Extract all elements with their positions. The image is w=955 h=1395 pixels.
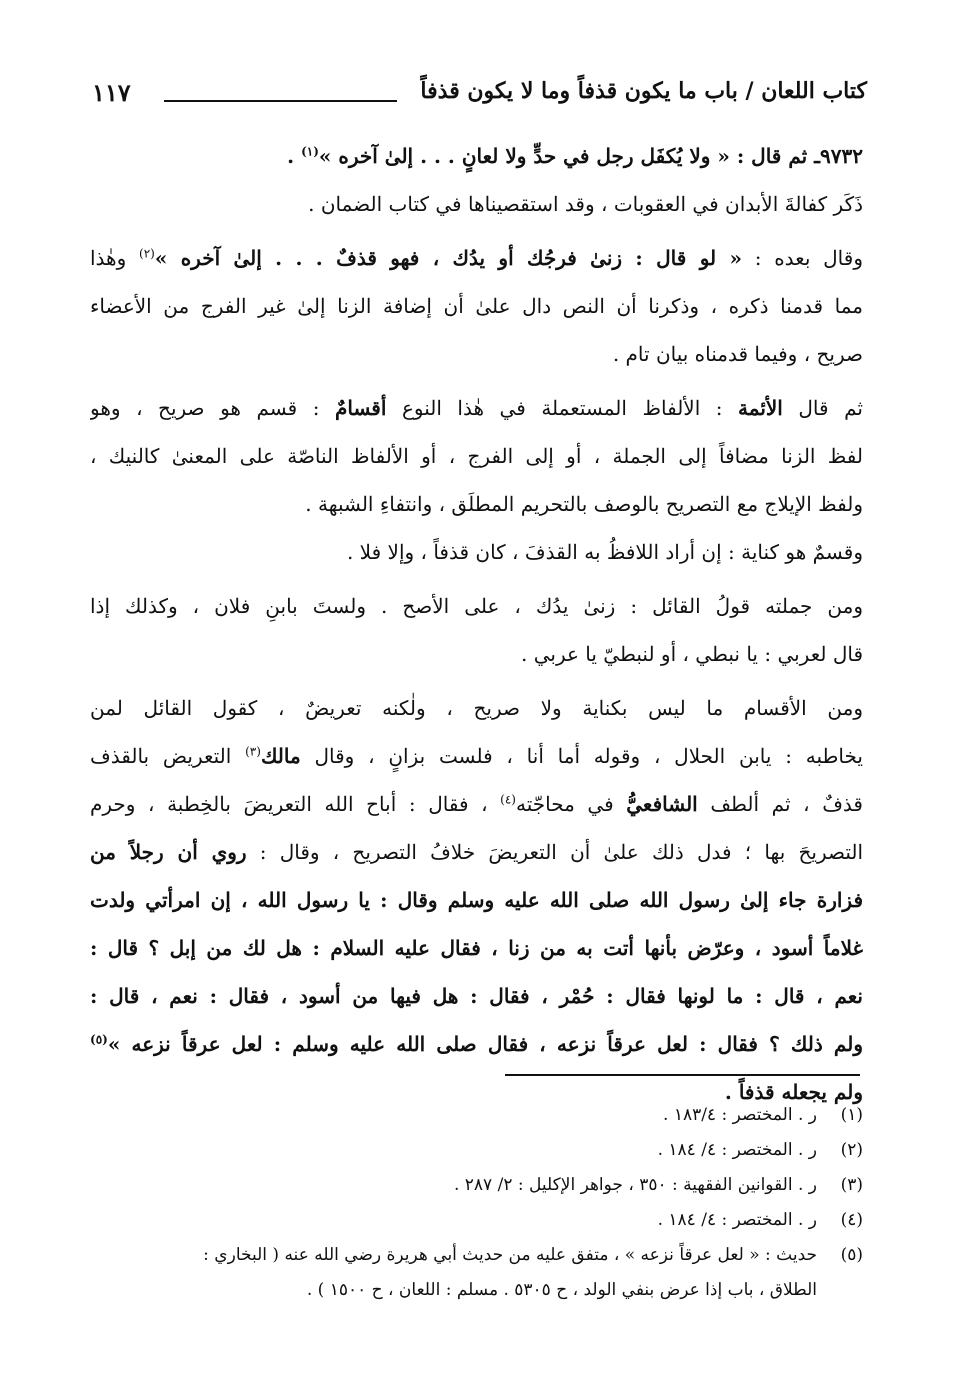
text-run: التصريحَ بها ؛ فدل ذلك علىٰ أن التعريضَ خلافُ التصريح ، وقال : (246, 840, 863, 864)
bold-run: ولم يجعله قذفاً . (724, 1080, 863, 1104)
footnote-separator (505, 1074, 860, 1076)
footnote-number: (١) (840, 1105, 863, 1125)
paragraph-line (90, 684, 863, 732)
footnote-ref: (١) (301, 144, 319, 159)
text-run: وقال بعده : (741, 246, 863, 270)
footnote (90, 1238, 863, 1273)
text-run: وهٰذا (90, 246, 140, 270)
footnote-ref: (٤) (500, 792, 516, 807)
text-run: مما قدمنا ذكره ، وذكرنا أن النص دال علىٰ أن إضافة الزنا إلىٰ غير الفرج من الأعضاء (90, 294, 863, 318)
text-run: ذَكَر كفالةَ الأبدان في العقوبات ، وقد استقصيناها في كتاب الضمان . (308, 192, 863, 216)
paragraph-line (90, 630, 863, 678)
text-run: ٩٧٣٢ـ ثم قال : « ولا يُكفَل رجل في حدٍّ ولا لعانٍ . . . إلىٰ آخره » (318, 144, 863, 168)
paragraph-line (90, 582, 863, 630)
footnote-continuation: الطلاق ، باب إذا عرض بنفي الولد ، ح ٥٣٠٥ . مسلم : اللعان ، ح ١٥٠٠ ) . (306, 1280, 817, 1300)
header-rule (164, 100, 397, 102)
text-run: التعريض بالقذف (90, 744, 246, 768)
running-header (92, 78, 867, 118)
main-text (90, 132, 863, 1116)
footnote-number: (٢) (840, 1140, 863, 1160)
bold-run: الأئمة (738, 396, 783, 420)
quote-run: « لو قال : زنىٰ فرجُك أو يدُك ، فهو قذفٌ . . . إلىٰ آخره » (154, 246, 742, 270)
footnote (90, 1203, 863, 1238)
text-run: قال لعربي : يا نبطي ، أو لنبطيّ يا عربي . (521, 642, 863, 666)
paragraph-line (90, 924, 863, 972)
bold-run: غلاماً أسود ، وعرّض بأنها أتت به من زنا ، فقال عليه السلام : هل لك من إبل ؟ قال : (90, 936, 863, 960)
footnote-ref: (٣) (245, 744, 261, 759)
text-run: ومن الأقسام ما ليس بكناية ولا صريح ، ولٰكنه تعريضٌ ، كقول القائل لمن (90, 696, 863, 720)
paragraph-line (90, 528, 863, 576)
text-run: ولفظ الإيلاج مع التصريح بالوصف بالتحريم المطلَق ، وانتفاءِ الشبهة . (305, 492, 863, 516)
bold-run: ولم ذلك ؟ فقال : لعل عرقاً نزعه ، فقال صلى الله عليه وسلم : لعل عرقاً نزعه » (107, 1032, 863, 1056)
bold-run: نعم ، قال : ما لونها فقال : حُمْر ، فقال : هل فيها من أسود ، فقال : نعم ، قال : (90, 984, 863, 1008)
text-run: : قسم هو صريح ، وهو (90, 396, 335, 420)
footnote-text: ر . المختصر : ١٨٣/٤ . (663, 1105, 817, 1125)
paragraph-line (90, 876, 863, 924)
paragraph-line (90, 234, 863, 282)
paragraph-line (90, 432, 863, 480)
footnote (90, 1168, 863, 1203)
footnote-ref: (٢) (139, 246, 155, 261)
paragraph-line (90, 282, 863, 330)
footnotes (90, 1098, 863, 1308)
paragraph-line (90, 384, 863, 432)
bold-run: أقسامٌ (334, 396, 387, 420)
text-run: ، فقال : أباح الله التعريضَ بالخِطبة ، وحرم (90, 792, 501, 816)
text-run: صريح ، وفيما قدمناه بيان تام . (612, 342, 863, 366)
bold-run: فزارة جاء إلىٰ رسول الله صلى الله عليه وسلم وقال : يا رسول الله ، إن امرأتي ولدت (90, 888, 863, 912)
paragraph-line (90, 330, 863, 378)
paragraph-line (90, 828, 863, 876)
text-run: . (287, 144, 302, 168)
text-run: : الألفاظ المستعملة في هٰذا النوع (386, 396, 739, 420)
text-run: قذفٌ ، ثم ألطف (697, 792, 863, 816)
paragraph-line (90, 480, 863, 528)
paragraph-line (90, 732, 863, 780)
paragraph-line (90, 1020, 863, 1068)
text-run: وقسمٌ هو كناية : إن أراد اللافظُ به القذفَ ، كان قذفاً ، وإلا فلا . (346, 540, 863, 564)
header-title: كتاب اللعان / باب ما يكون قذفاً وما لا يكون قذفاً (420, 78, 867, 104)
page-number: ١١٧ (92, 78, 131, 107)
paragraph-line (90, 780, 863, 828)
bold-run: الشافعيُّ (626, 792, 698, 816)
text-run: في محاجّته (515, 792, 627, 816)
footnote (90, 1133, 863, 1168)
paragraph-line (90, 972, 863, 1020)
bold-run: مالك (260, 744, 301, 768)
footnote-number: (٤) (840, 1210, 863, 1230)
footnote-text: ر . المختصر : ٤/ ١٨٤ . (657, 1140, 817, 1160)
text-run: ومن جملته قولُ القائل : زنىٰ يدُك ، على الأصح . ولستَ بابنِ فلان ، وكذلك إذا (90, 594, 863, 618)
paragraph-line (90, 180, 863, 228)
footnote-number: (٣) (840, 1175, 863, 1195)
footnote-text: حديث : « لعل عرقاً نزعه » ، متفق عليه من حديث أبي هريرة رضي الله عنه ( البخاري : (203, 1245, 817, 1265)
footnote-ref: (٥) (90, 1032, 108, 1047)
footnote-text: ر . المختصر : ٤/ ١٨٤ . (657, 1210, 817, 1230)
footnote (90, 1098, 863, 1133)
text-run: يخاطبه : يابن الحلال ، وقوله أما أنا ، فلست بزانٍ ، وقال (300, 744, 863, 768)
footnote-text: ر . القوانين الفقهية : ٣٥٠ ، جواهر الإكليل : ٢/ ٢٨٧ . (453, 1175, 817, 1195)
bold-run: روي أن رجلاً من (90, 840, 247, 864)
text-run: ثم قال (782, 396, 863, 420)
footnote-number: (٥) (840, 1245, 863, 1265)
paragraph-line (90, 132, 863, 180)
text-run: لفظ الزنا مضافاً إلى الجملة ، أو إلى الفرج ، أو الألفاظ الناصّة على المعنىٰ كالنيك ، (90, 444, 863, 468)
